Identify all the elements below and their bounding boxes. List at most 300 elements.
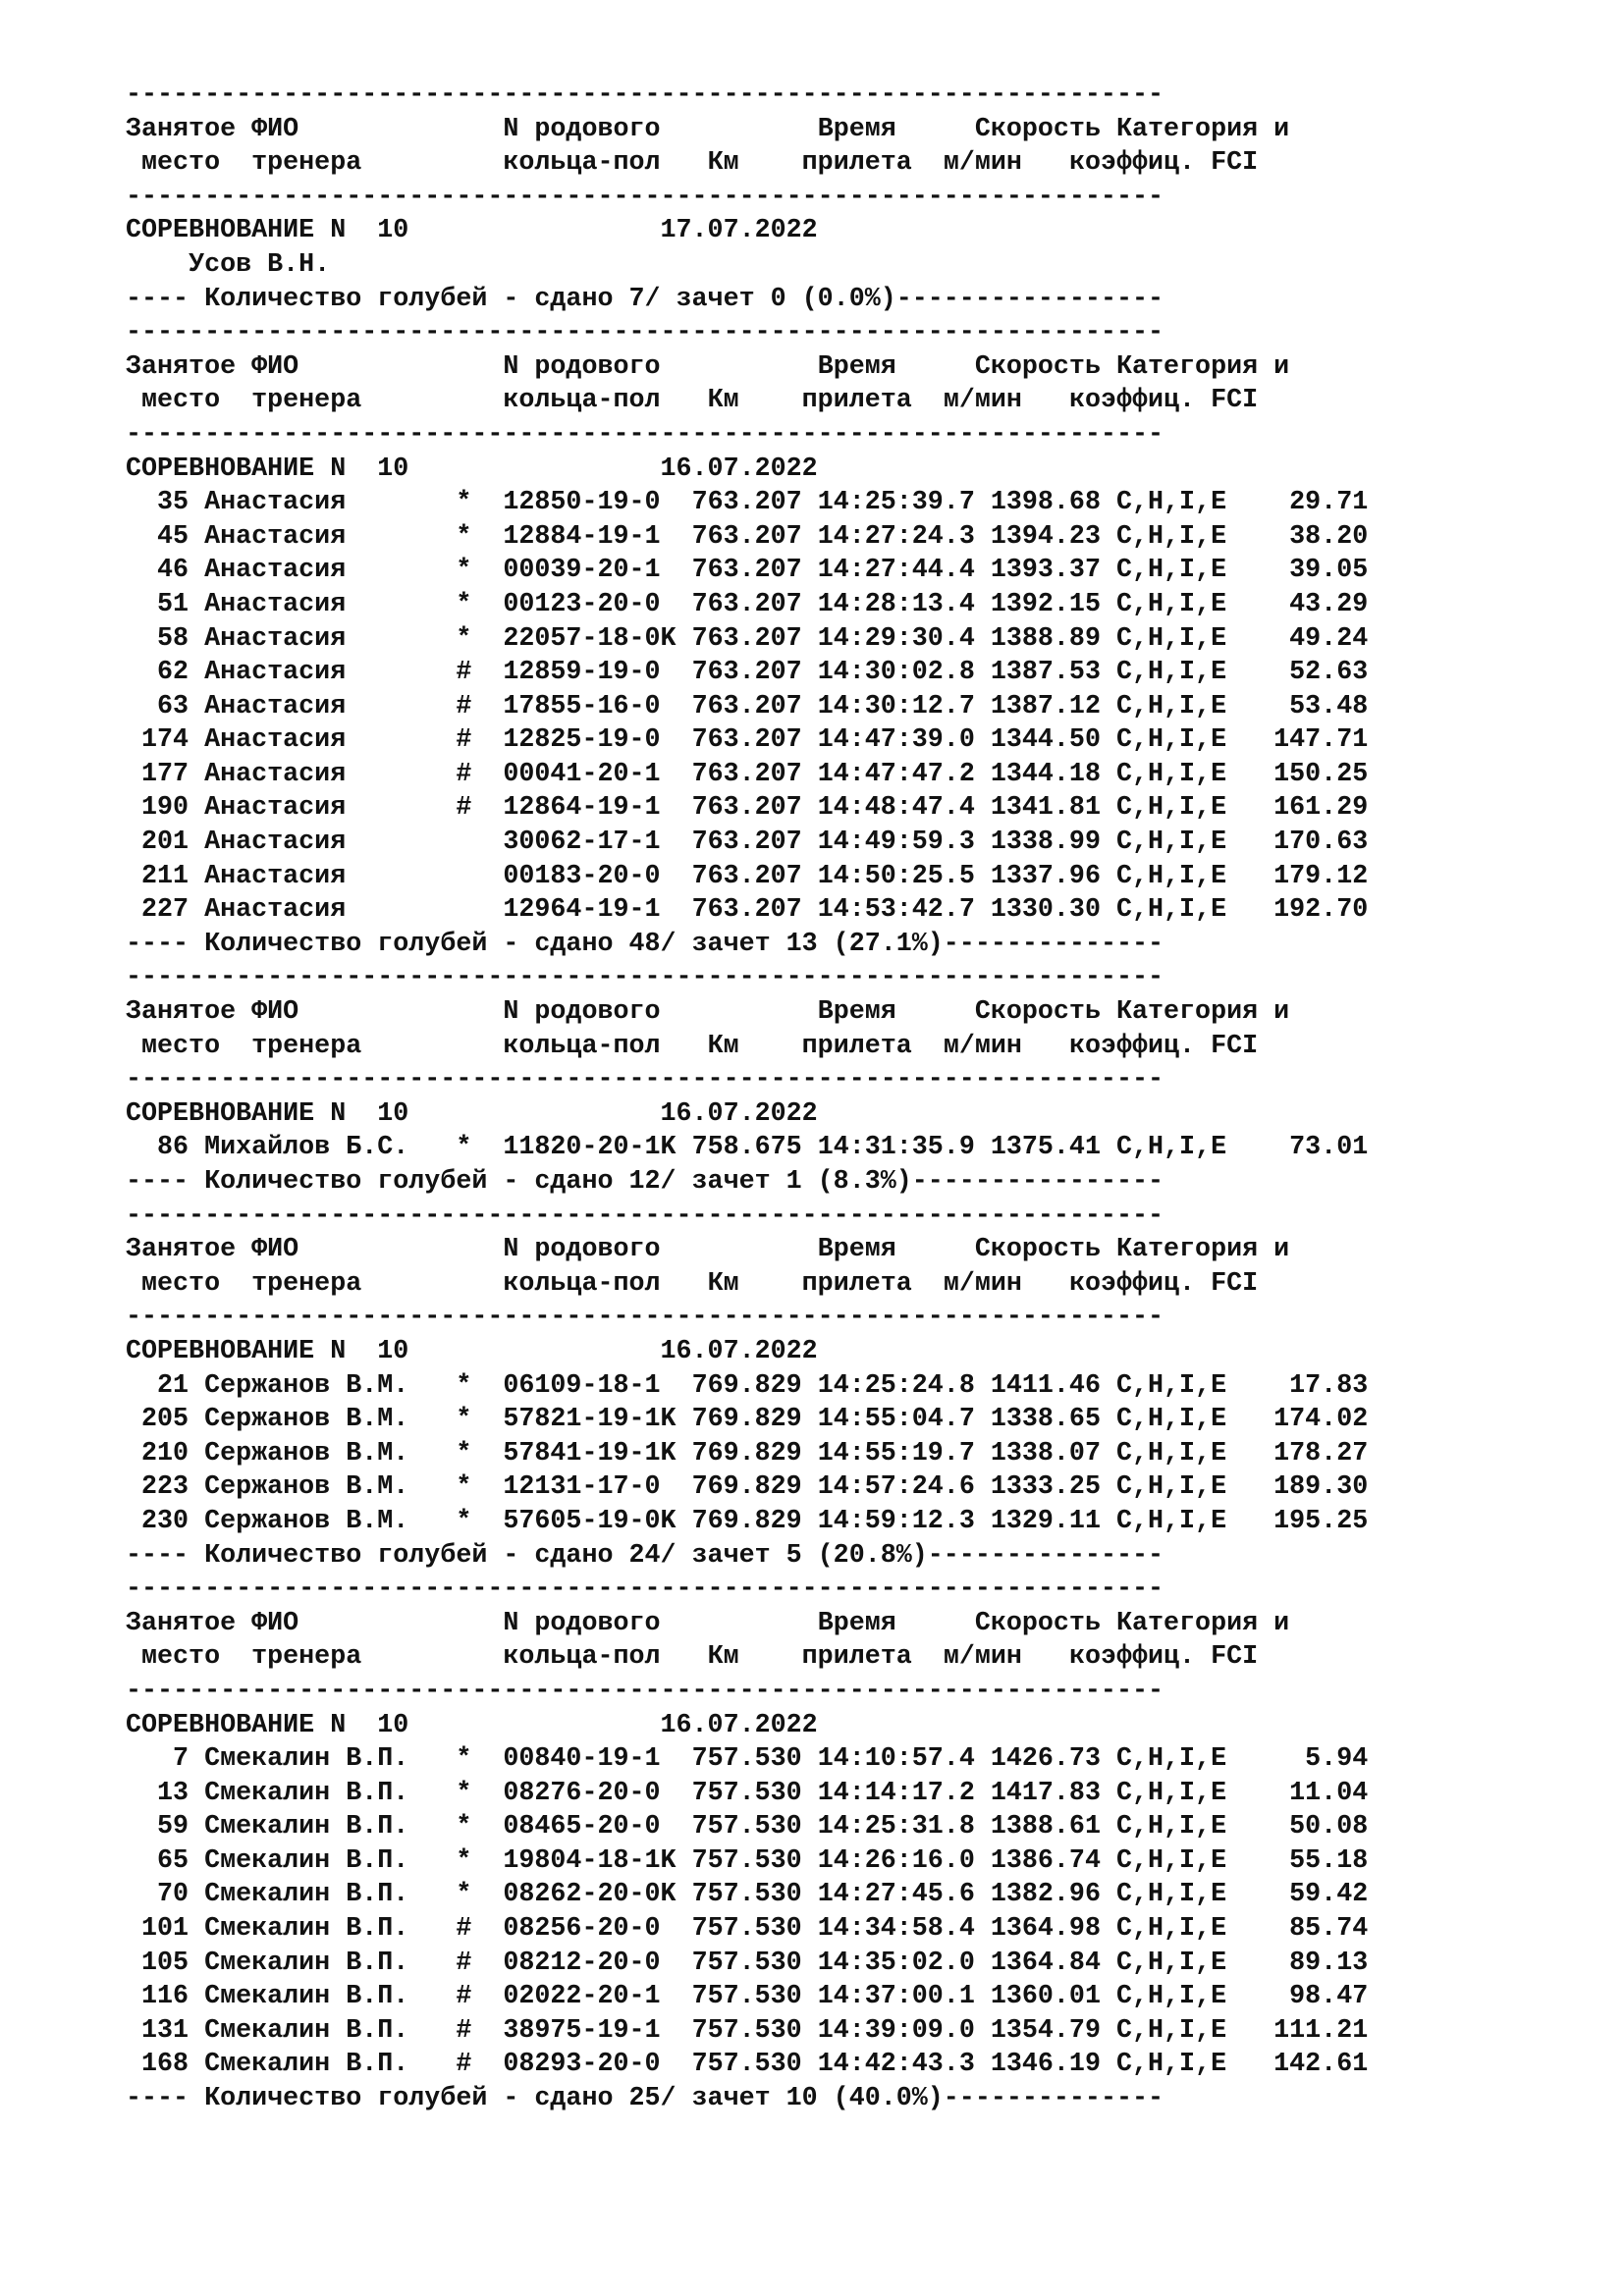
place: 21	[126, 1370, 189, 1401]
arrival-time: 14:48:47.4	[817, 793, 975, 824]
category: C,H,I,E	[1115, 1405, 1227, 1435]
ring-number: 12825-19-0	[503, 725, 677, 756]
distance: 763.207	[691, 691, 802, 721]
speed: 1411.46	[990, 1370, 1101, 1401]
separator-line: ------------------------------------------------------------------	[126, 1201, 1164, 1231]
mark: #	[456, 2050, 472, 2080]
table-row	[126, 1131, 1368, 1165]
table-row	[126, 1742, 1368, 1777]
place: 7	[126, 1744, 189, 1775]
place: 62	[126, 658, 189, 688]
speed: 1398.68	[990, 488, 1101, 518]
distance: 758.675	[691, 1133, 802, 1163]
competition-line	[126, 1709, 1368, 1743]
competition-date: 16.07.2022	[660, 1336, 818, 1366]
competition-title: СОРЕВНОВАНИЕ N 10	[126, 1710, 661, 1740]
header-place: Занятое	[126, 351, 252, 382]
distance: 757.530	[691, 1845, 802, 1876]
header-name: ФИО	[251, 997, 504, 1028]
mark: *	[456, 1845, 472, 1876]
ring-number: 06109-18-1	[503, 1370, 677, 1401]
place: 168	[126, 2050, 189, 2080]
pigeon-count-summary: ---- Количество голубей - сдано 24/ зачет 5 (20.8%)	[126, 1540, 928, 1571]
table-row	[126, 1810, 1368, 1844]
category: C,H,I,E	[1115, 1438, 1227, 1468]
place: 45	[126, 521, 189, 552]
category: C,H,I,E	[1115, 1845, 1227, 1876]
ring-number: 22057-18-0K	[503, 623, 677, 654]
separator-line: ------------------------------------------------------------------	[126, 963, 1164, 993]
arrival-time: 14:26:16.0	[817, 1845, 975, 1876]
table-row	[126, 588, 1368, 622]
ring-number: 12859-19-0	[503, 658, 677, 688]
mark: *	[456, 521, 472, 552]
distance: 769.829	[691, 1370, 802, 1401]
competition-line	[126, 1097, 1368, 1132]
table-row	[126, 1505, 1368, 1539]
mark: *	[456, 623, 472, 654]
header-category: Категория и	[1115, 1608, 1290, 1638]
ring-number: 57821-19-1K	[503, 1405, 677, 1435]
category: C,H,I,E	[1115, 623, 1227, 654]
arrival-time: 14:59:12.3	[817, 1506, 975, 1536]
trainer: Смекалин В.П.	[204, 2050, 425, 2080]
mark: *	[456, 488, 472, 518]
arrival-time: 14:25:24.8	[817, 1370, 975, 1401]
fci: 142.61	[1226, 2050, 1369, 2080]
separator-line: ------------------------------------------------------------------	[126, 1676, 1164, 1706]
arrival-time: 14:57:24.6	[817, 1472, 975, 1503]
mark: #	[456, 793, 472, 824]
place: 227	[126, 895, 189, 926]
fci: 55.18	[1226, 1845, 1369, 1876]
ring-number: 08256-20-0	[503, 1914, 677, 1945]
speed: 1417.83	[990, 1778, 1101, 1808]
speed: 1333.25	[990, 1472, 1101, 1503]
category: C,H,I,E	[1115, 759, 1227, 789]
distance: 757.530	[691, 2015, 802, 2046]
fci: 89.13	[1226, 1948, 1369, 1978]
mark: #	[456, 1914, 472, 1945]
mark	[456, 828, 471, 857]
category: C,H,I,E	[1115, 556, 1227, 586]
separator-line: ------------------------------------------------------------------	[126, 182, 1164, 212]
table-row	[126, 860, 1368, 894]
pigeon-count-summary: ---- Количество голубей - сдано 48/ зачет 13 (27.1%)	[126, 929, 944, 959]
category: C,H,I,E	[1115, 1880, 1227, 1910]
summary-line: ---- Количество голубей - сдано 24/ зачет 5 (20.8%)---------------	[126, 1540, 1164, 1571]
header-name: ФИО	[251, 351, 504, 382]
speed: 1360.01	[990, 1982, 1101, 2012]
ring-number: 38975-19-1	[503, 2015, 677, 2046]
arrival-time: 14:50:25.5	[817, 861, 975, 891]
category: C,H,I,E	[1115, 828, 1227, 858]
place: 86	[126, 1133, 189, 1163]
table-row	[126, 1470, 1368, 1505]
distance: 757.530	[691, 1744, 802, 1775]
mark: #	[456, 658, 472, 688]
category: C,H,I,E	[1115, 1982, 1227, 2012]
column-header-top	[126, 113, 1368, 147]
arrival-time: 14:35:02.0	[817, 1948, 975, 1978]
trainer: Анастасия	[204, 759, 425, 789]
place: 58	[126, 623, 189, 654]
header-time: Время	[817, 114, 944, 144]
summary-line: ---- Количество голубей - сдано 7/ зачет 0 (0.0%)-----------------	[126, 284, 1164, 314]
mark: *	[456, 1744, 472, 1775]
header-place: Занятое	[126, 997, 252, 1028]
trainer: Анастасия	[204, 623, 425, 654]
pigeon-count-summary: ---- Количество голубей - сдано 25/ зачет 10 (40.0%)	[126, 2084, 944, 2114]
mark: *	[456, 1812, 472, 1842]
table-row	[126, 690, 1368, 724]
arrival-time: 14:29:30.4	[817, 623, 975, 654]
ring-number: 12964-19-1	[503, 895, 677, 926]
place: 51	[126, 589, 189, 619]
mark: *	[456, 589, 472, 619]
trainer: Анастасия	[204, 589, 425, 619]
column-header-bottom: место тренера кольца-пол Км прилета м/мин коэффиц. FCI	[141, 1268, 1259, 1299]
fci: 192.70	[1226, 895, 1369, 926]
mark: #	[456, 1982, 472, 2012]
table-row	[126, 520, 1368, 555]
place: 46	[126, 556, 189, 586]
header-ring: N родового	[503, 114, 818, 144]
ring-number: 00039-20-1	[503, 556, 677, 586]
header-km: Км	[707, 386, 802, 416]
trainer: Смекалин В.П.	[204, 1812, 425, 1842]
place: 211	[126, 861, 189, 891]
ring-number: 08465-20-0	[503, 1812, 677, 1842]
arrival-time: 14:34:58.4	[817, 1914, 975, 1945]
speed: 1338.65	[990, 1405, 1101, 1435]
mark: #	[456, 1948, 472, 1978]
category: C,H,I,E	[1115, 488, 1227, 518]
mark: *	[456, 1405, 472, 1435]
speed: 1329.11	[990, 1506, 1101, 1536]
trainer: Анастасия	[204, 895, 425, 926]
fci: 50.08	[1226, 1812, 1369, 1842]
speed: 1338.99	[990, 828, 1101, 858]
header-speed: Скорость	[974, 351, 1101, 382]
distance: 757.530	[691, 1778, 802, 1808]
ring-number: 00183-20-0	[503, 861, 677, 891]
summary-line: ---- Количество голубей - сдано 12/ зачет 1 (8.3%)----------------	[126, 1167, 1164, 1197]
fci: 170.63	[1226, 828, 1369, 858]
trainer: Анастасия	[204, 725, 425, 756]
speed: 1330.30	[990, 895, 1101, 926]
competition-line	[126, 1335, 1368, 1369]
fci: 147.71	[1226, 725, 1369, 756]
category: C,H,I,E	[1115, 1778, 1227, 1808]
distance: 763.207	[691, 658, 802, 688]
place: 116	[126, 1982, 189, 2012]
fci: 29.71	[1226, 488, 1369, 518]
header-category: Категория и	[1115, 1235, 1290, 1265]
separator-line: ------------------------------------------------------------------	[126, 80, 1164, 110]
competition-title: СОРЕВНОВАНИЕ N 10	[126, 1336, 661, 1366]
trainer: Смекалин В.П.	[204, 1845, 425, 1876]
distance: 763.207	[691, 521, 802, 552]
place: 190	[126, 793, 189, 824]
trainer: Анастасия	[204, 793, 425, 824]
fci: 195.25	[1226, 1506, 1369, 1536]
ring-number: 12131-17-0	[503, 1472, 677, 1503]
speed: 1392.15	[990, 589, 1101, 619]
place: 63	[126, 691, 189, 721]
header-ring: N родового	[503, 997, 818, 1028]
speed: 1364.98	[990, 1914, 1101, 1945]
speed: 1364.84	[990, 1948, 1101, 1978]
speed: 1388.61	[990, 1812, 1101, 1842]
header-name: ФИО	[251, 1608, 504, 1638]
distance: 763.207	[691, 725, 802, 756]
place: 201	[126, 828, 189, 858]
trainer: Смекалин В.П.	[204, 1948, 425, 1978]
arrival-time: 14:10:57.4	[817, 1744, 975, 1775]
trainer: Анастасия	[204, 828, 425, 858]
table-row	[126, 2014, 1368, 2049]
ring-number: 12884-19-1	[503, 521, 677, 552]
trainer: Смекалин В.П.	[204, 1744, 425, 1775]
header-speed: Скорость	[974, 114, 1101, 144]
arrival-time: 14:27:24.3	[817, 521, 975, 552]
category: C,H,I,E	[1115, 2015, 1227, 2046]
arrival-time: 14:42:43.3	[817, 2050, 975, 2080]
table-row	[126, 1878, 1368, 1912]
header-time: Время	[817, 1235, 944, 1265]
mark: *	[456, 1438, 472, 1468]
ring-number: 00041-20-1	[503, 759, 677, 789]
header-time: Время	[817, 997, 944, 1028]
arrival-time: 14:39:09.0	[817, 2015, 975, 2046]
fci: 59.42	[1226, 1880, 1369, 1910]
distance: 763.207	[691, 793, 802, 824]
arrival-time: 14:55:04.7	[817, 1405, 975, 1435]
trainer: Смекалин В.П.	[204, 1982, 425, 2012]
ring-number: 08276-20-0	[503, 1778, 677, 1808]
speed: 1344.50	[990, 725, 1101, 756]
fci: 150.25	[1226, 759, 1369, 789]
place: 174	[126, 725, 189, 756]
ring-number: 08293-20-0	[503, 2050, 677, 2080]
table-row	[126, 622, 1368, 657]
separator-line: ------------------------------------------------------------------	[126, 318, 1164, 348]
distance: 757.530	[691, 1982, 802, 2012]
speed: 1344.18	[990, 759, 1101, 789]
ring-number: 08212-20-0	[503, 1948, 677, 1978]
place: 13	[126, 1778, 189, 1808]
place: 223	[126, 1472, 189, 1503]
header-name: ФИО	[251, 1235, 504, 1265]
table-row	[126, 554, 1368, 588]
distance: 769.829	[691, 1472, 802, 1503]
fci: 178.27	[1226, 1438, 1369, 1468]
trainer: Анастасия	[204, 861, 425, 891]
competition-date: 16.07.2022	[660, 454, 818, 484]
table-row	[126, 826, 1368, 860]
table-row	[126, 1912, 1368, 1947]
table-row	[126, 656, 1368, 690]
header-time: Время	[817, 1608, 944, 1638]
category: C,H,I,E	[1115, 658, 1227, 688]
table-row	[126, 486, 1368, 520]
arrival-time: 14:30:12.7	[817, 691, 975, 721]
ring-number: 02022-20-1	[503, 1982, 677, 2012]
table-row	[126, 2048, 1368, 2082]
arrival-time: 14:47:47.2	[817, 759, 975, 789]
results-report	[126, 79, 1368, 2116]
place: 205	[126, 1405, 189, 1435]
category: C,H,I,E	[1115, 1133, 1227, 1163]
fci: 174.02	[1226, 1405, 1369, 1435]
fci: 161.29	[1226, 793, 1369, 824]
arrival-time: 14:28:13.4	[817, 589, 975, 619]
competition-line	[126, 453, 1368, 487]
trainer: Анастасия	[204, 488, 425, 518]
ring-number: 00123-20-0	[503, 589, 677, 619]
place: 177	[126, 759, 189, 789]
fci: 38.20	[1226, 521, 1369, 552]
header-km: Км	[707, 1031, 802, 1061]
header-ring: N родового	[503, 351, 818, 382]
category: C,H,I,E	[1115, 2050, 1227, 2080]
fci: 111.21	[1226, 2015, 1369, 2046]
mark: *	[456, 1506, 472, 1536]
category: C,H,I,E	[1115, 793, 1227, 824]
mark: *	[456, 556, 472, 586]
fci: 5.94	[1226, 1744, 1369, 1775]
place: 131	[126, 2015, 189, 2046]
fci: 189.30	[1226, 1472, 1369, 1503]
speed: 1387.53	[990, 658, 1101, 688]
mark: *	[456, 1880, 472, 1910]
ring-number: 30062-17-1	[503, 828, 677, 858]
mark: #	[456, 2015, 472, 2046]
fci: 73.01	[1226, 1133, 1369, 1163]
speed: 1388.89	[990, 623, 1101, 654]
speed: 1338.07	[990, 1438, 1101, 1468]
separator-line: ------------------------------------------------------------------	[126, 419, 1164, 450]
mark: *	[456, 1370, 472, 1401]
speed: 1337.96	[990, 861, 1101, 891]
pigeon-count-summary: ---- Количество голубей - сдано 12/ зачет 1 (8.3%)	[126, 1167, 912, 1197]
place: 59	[126, 1812, 189, 1842]
fci: 52.63	[1226, 658, 1369, 688]
header-speed: Скорость	[974, 1608, 1101, 1638]
header-place: Занятое	[126, 1608, 252, 1638]
category: C,H,I,E	[1115, 1506, 1227, 1536]
distance: 769.829	[691, 1506, 802, 1536]
table-row	[126, 758, 1368, 792]
arrival-time: 14:27:45.6	[817, 1880, 975, 1910]
distance: 763.207	[691, 488, 802, 518]
ring-number: 12850-19-0	[503, 488, 677, 518]
trainer: Сержанов В.М.	[204, 1472, 425, 1503]
speed: 1346.19	[990, 2050, 1101, 2080]
distance: 769.829	[691, 1438, 802, 1468]
distance: 763.207	[691, 828, 802, 858]
trainer: Смекалин В.П.	[204, 1914, 425, 1945]
table-row	[126, 1947, 1368, 1981]
distance: 763.207	[691, 861, 802, 891]
trainer: Анастасия	[204, 658, 425, 688]
category: C,H,I,E	[1115, 1812, 1227, 1842]
table-row	[126, 1980, 1368, 2014]
arrival-time: 14:25:31.8	[817, 1812, 975, 1842]
column-header-top	[126, 1607, 1368, 1641]
trainer: Сержанов В.М.	[204, 1438, 425, 1468]
table-row	[126, 723, 1368, 758]
header-ring: N родового	[503, 1235, 818, 1265]
arrival-time: 14:55:19.7	[817, 1438, 975, 1468]
fci: 98.47	[1226, 1982, 1369, 2012]
header-category: Категория и	[1115, 351, 1290, 382]
trainer: Сержанов В.М.	[204, 1405, 425, 1435]
arrival-time: 14:47:39.0	[817, 725, 975, 756]
arrival-time: 14:25:39.7	[817, 488, 975, 518]
arrival-time: 14:53:42.7	[817, 895, 975, 926]
trainer: Михайлов Б.С.	[204, 1133, 425, 1163]
category: C,H,I,E	[1115, 1472, 1227, 1503]
arrival-time: 14:31:35.9	[817, 1133, 975, 1163]
competition-title: СОРЕВНОВАНИЕ N 10	[126, 1098, 661, 1129]
ring-number: 08262-20-0K	[503, 1880, 677, 1910]
mark: #	[456, 759, 472, 789]
competition-title: СОРЕВНОВАНИЕ N 10	[126, 454, 661, 484]
table-row	[126, 1777, 1368, 1811]
trainer: Анастасия	[204, 521, 425, 552]
fci: 39.05	[1226, 556, 1369, 586]
competition-date: 17.07.2022	[660, 216, 818, 246]
table-row	[126, 1437, 1368, 1471]
mark: *	[456, 1133, 472, 1163]
table-row	[126, 791, 1368, 826]
speed: 1426.73	[990, 1744, 1101, 1775]
header-name: ФИО	[251, 114, 504, 144]
trainer: Смекалин В.П.	[204, 1880, 425, 1910]
column-header-bottom: место тренера кольца-пол Км прилета м/мин коэффиц. FCI	[141, 1031, 1259, 1061]
distance: 757.530	[691, 1948, 802, 1978]
speed: 1382.96	[990, 1880, 1101, 1910]
arrival-time: 14:27:44.4	[817, 556, 975, 586]
speed: 1387.12	[990, 691, 1101, 721]
category: C,H,I,E	[1115, 895, 1227, 926]
speed: 1354.79	[990, 2015, 1101, 2046]
category: C,H,I,E	[1115, 521, 1227, 552]
header-km: Км	[707, 1642, 802, 1673]
place: 230	[126, 1506, 189, 1536]
trainer: Смекалин В.П.	[204, 2015, 425, 2046]
competition-date: 16.07.2022	[660, 1710, 818, 1740]
competition-date: 16.07.2022	[660, 1098, 818, 1129]
distance: 763.207	[691, 589, 802, 619]
column-header-bottom: место тренера кольца-пол Км прилета м/мин коэффиц. FCI	[141, 148, 1259, 179]
column-header-top	[126, 1233, 1368, 1267]
mark: *	[456, 1778, 472, 1808]
mark: *	[456, 1472, 472, 1503]
trainer: Анастасия	[204, 691, 425, 721]
category: C,H,I,E	[1115, 1744, 1227, 1775]
ring-number: 11820-20-1K	[503, 1133, 677, 1163]
ring-number: 00840-19-1	[503, 1744, 677, 1775]
trainer-line	[126, 248, 1368, 283]
table-row	[126, 893, 1368, 928]
mark	[456, 862, 471, 891]
fci: 11.04	[1226, 1778, 1369, 1808]
distance: 757.530	[691, 1812, 802, 1842]
place: 35	[126, 488, 189, 518]
